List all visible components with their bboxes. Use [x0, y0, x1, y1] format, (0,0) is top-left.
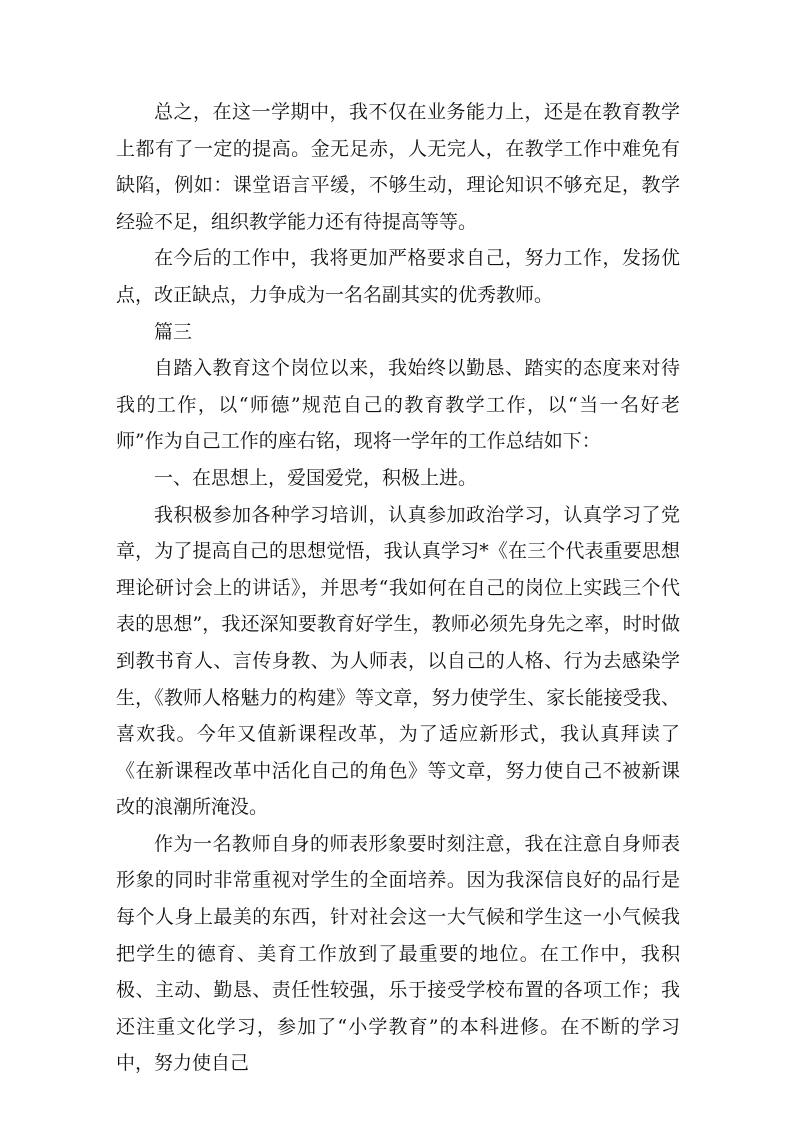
paragraph-teacher-image: 作为一名教师自身的师表形象要时刻注意，我在注意自身师表形象的同时非常重视对学生的全面培养。因为我深信良好的品行是每个人身上最美的东西，针对社会这一大气候和学生这一小气候我把学生的德育、美育工作放到了最重要的地位。在工作中，我积极、主动、勤恳、责任性较强，乐于接受学校布置的各项工作；我还注重文化学习，参加了“小学教育”的本科进修。在不断的学习中，努力使自己 [116, 832, 680, 1075]
paragraph-study: 我积极参加各种学习培训，认真参加政治学习，认真学习了党章，为了提高自己的思想觉悟，我认真学习*《在三个代表重要思想理论研讨会上的讲话》，并思考“我如何在自己的岗位上实践三个代表的思想”，我还深知要教育好学生，教师必须先身先之率，时时做到教书育人、言传身教、为人师表，以自己的人格、行为去感染学生，《教师人格魅力的构建》等文章，努力使学生、家长能接受我、喜欢我。今年又值新课程改革，为了适应新形式，我认真拜读了《在新课程改革中活化自己的角色》等文章，努力使自己不被新课改的浪潮所淹没。 [116, 503, 680, 819]
paragraph-future-plan: 在今后的工作中，我将更加严格要求自己，努力工作，发扬优点，改正缺点，力争成为一名名副其实的优秀教师。 [116, 247, 680, 306]
document-body [116, 94, 680, 1082]
paragraph-intro: 自踏入教育这个岗位以来，我始终以勤恳、踏实的态度来对待我的工作，以“师德”规范自己的教育教学工作，以“当一名好老师”作为自己工作的座右铭，现将一学年的工作总结如下： [116, 357, 680, 453]
paragraph-subheading-ideology: 一、在思想上，爱国爱党，积极上进。 [154, 466, 478, 489]
section-heading: 篇三 [154, 320, 193, 343]
paragraph-summary: 总之，在这一学期中，我不仅在业务能力上，还是在教育教学上都有了一定的提高。金无足赤，人无完人，在教学工作中难免有缺陷，例如：课堂语言平缓，不够生动，理论知识不够充足，教学经验不足，组织教学能力还有待提高等等。 [116, 101, 680, 233]
